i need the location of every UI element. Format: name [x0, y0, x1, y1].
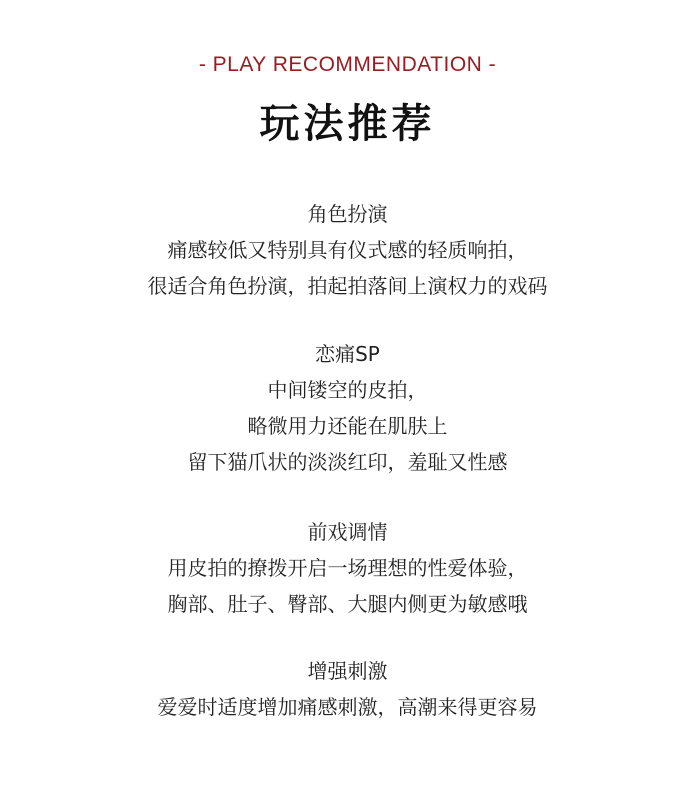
section-sp	[0, 336, 695, 480]
section-line: 留下猫爪状的淡淡红印，羞耻又性感	[187, 450, 508, 474]
section-heading: 前戏调情	[307, 520, 388, 544]
section-stimulation	[0, 653, 695, 725]
section-line: 略微用力还能在肌肤上	[247, 414, 448, 438]
section-heading: 角色扮演	[307, 202, 388, 226]
section-line: 胸部、肚子、臀部、大腿内侧更为敏感哦	[167, 592, 528, 616]
section-role-play	[0, 196, 695, 304]
section-line: 很适合角色扮演，拍起拍落间上演权力的戏码	[147, 274, 548, 298]
section-line: 用皮拍的撩拨开启一场理想的性爱体验，	[167, 556, 528, 580]
section-foreplay	[0, 514, 695, 622]
section-heading: 增强刺激	[307, 659, 388, 683]
section-line: 中间镂空的皮拍，	[267, 378, 428, 402]
page-title: 玩法推荐	[259, 100, 436, 147]
subtitle: - PLAY RECOMMENDATION -	[198, 53, 497, 76]
section-heading: 恋痛SP	[315, 342, 380, 366]
section-line: 爱爱时适度增加痛感刺激，高潮来得更容易	[157, 695, 538, 719]
section-line: 痛感较低又特别具有仪式感的轻质响拍，	[167, 238, 528, 262]
